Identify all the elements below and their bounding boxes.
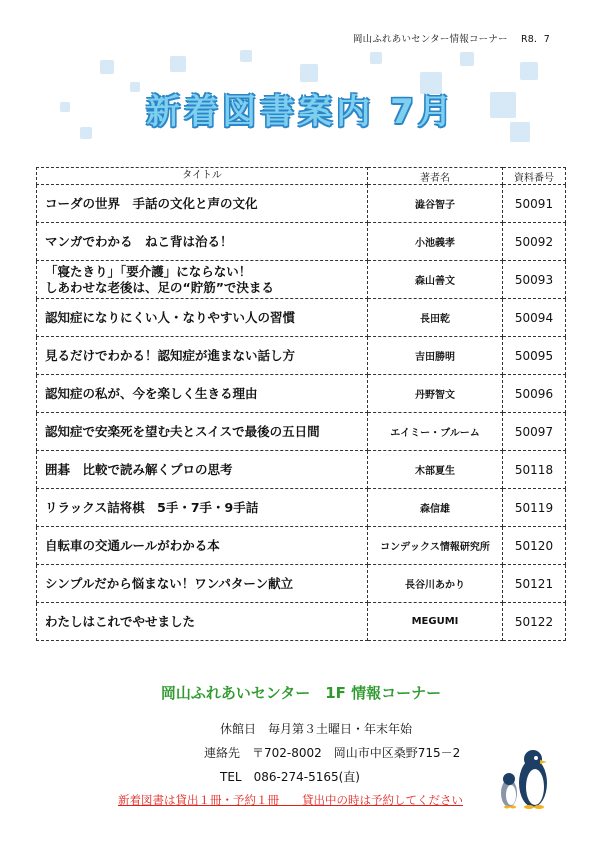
table-row — [37, 603, 566, 641]
column-header-number: 資料番号 — [503, 168, 566, 185]
table-row — [37, 375, 566, 413]
table-row — [37, 337, 566, 375]
book-title: マンガでわかる ねこ背は治る！ — [37, 223, 368, 261]
book-title: 囲碁 比較で読み解くプロの思考 — [37, 451, 368, 489]
book-number: 50120 — [503, 527, 566, 565]
book-title: 認知症で安楽死を望む夫とスイスで最後の五日間 — [37, 413, 368, 451]
book-author: 澁谷智子 — [368, 185, 503, 223]
table-row — [37, 413, 566, 451]
table-row — [37, 565, 566, 603]
book-title: 認知症になりにくい人・なりやすい人の習慣 — [37, 299, 368, 337]
lending-notice: 新着図書は貸出１冊・予約１冊 貸出中の時は予約してください — [118, 793, 463, 807]
book-author: エイミー・ブルーム — [368, 413, 503, 451]
column-header-title: タイトル — [37, 168, 368, 185]
table-row — [37, 527, 566, 565]
book-number: 50095 — [503, 337, 566, 375]
book-author: コンデックス情報研究所 — [368, 527, 503, 565]
book-title: リラックス詰将棋 5手・7手・9手詰 — [37, 489, 368, 527]
book-author: 長谷川あかり — [368, 565, 503, 603]
book-number: 50122 — [503, 603, 566, 641]
table-row — [37, 489, 566, 527]
book-number: 50091 — [503, 185, 566, 223]
book-number: 50094 — [503, 299, 566, 337]
book-title: コーダの世界 手話の文化と声の文化 — [37, 185, 368, 223]
book-author: 木部夏生 — [368, 451, 503, 489]
book-number: 50097 — [503, 413, 566, 451]
book-title: 見るだけでわかる！認知症が進まない話し方 — [37, 337, 368, 375]
book-author: 森信雄 — [368, 489, 503, 527]
book-author: 森山善文 — [368, 261, 503, 299]
book-author: 長田乾 — [368, 299, 503, 337]
table-row — [37, 451, 566, 489]
book-title: シンプルだから悩まない！ワンパターン献立 — [37, 565, 368, 603]
book-number: 50119 — [503, 489, 566, 527]
penguin-illustration — [493, 745, 551, 809]
book-title: 自転車の交通ルールがわかる本 — [37, 527, 368, 565]
issue-number: R8．7 — [521, 34, 550, 45]
column-header-author: 著者名 — [368, 168, 503, 185]
center-note: 岡山ふれあいセンター情報コーナー — [352, 34, 508, 45]
center-name: 岡山ふれあいセンター 1F 情報コーナー — [160, 684, 442, 702]
telephone: TEL 086-274-5165(直) — [220, 770, 360, 784]
table-row — [37, 223, 566, 261]
contact-address: 連絡先 〒702-8002 岡山市中区桑野715－2 — [204, 746, 461, 760]
book-author: MEGUMI — [368, 603, 503, 641]
book-author: 丹野智文 — [368, 375, 503, 413]
book-number: 50121 — [503, 565, 566, 603]
table-row — [37, 185, 566, 223]
book-title: 認知症の私が、今を楽しく生きる理由 — [37, 375, 368, 413]
table-row — [37, 299, 566, 337]
book-number: 50093 — [503, 261, 566, 299]
book-author: 小池義孝 — [368, 223, 503, 261]
new-books-table — [36, 167, 566, 641]
table-header-row — [37, 168, 566, 185]
page-title: 新着図書案内 7月 — [146, 92, 456, 132]
book-title: わたしはこれでやせました — [37, 603, 368, 641]
closed-days: 休館日 毎月第３土曜日・年末年始 — [220, 722, 413, 736]
book-number: 50092 — [503, 223, 566, 261]
book-title: 「寝たきり」「要介護」にならない！ しあわせな老後は、足の“貯筋”で決まる — [37, 261, 368, 299]
book-number: 50118 — [503, 451, 566, 489]
book-author: 吉田勝明 — [368, 337, 503, 375]
book-number: 50096 — [503, 375, 566, 413]
table-row — [37, 261, 566, 299]
